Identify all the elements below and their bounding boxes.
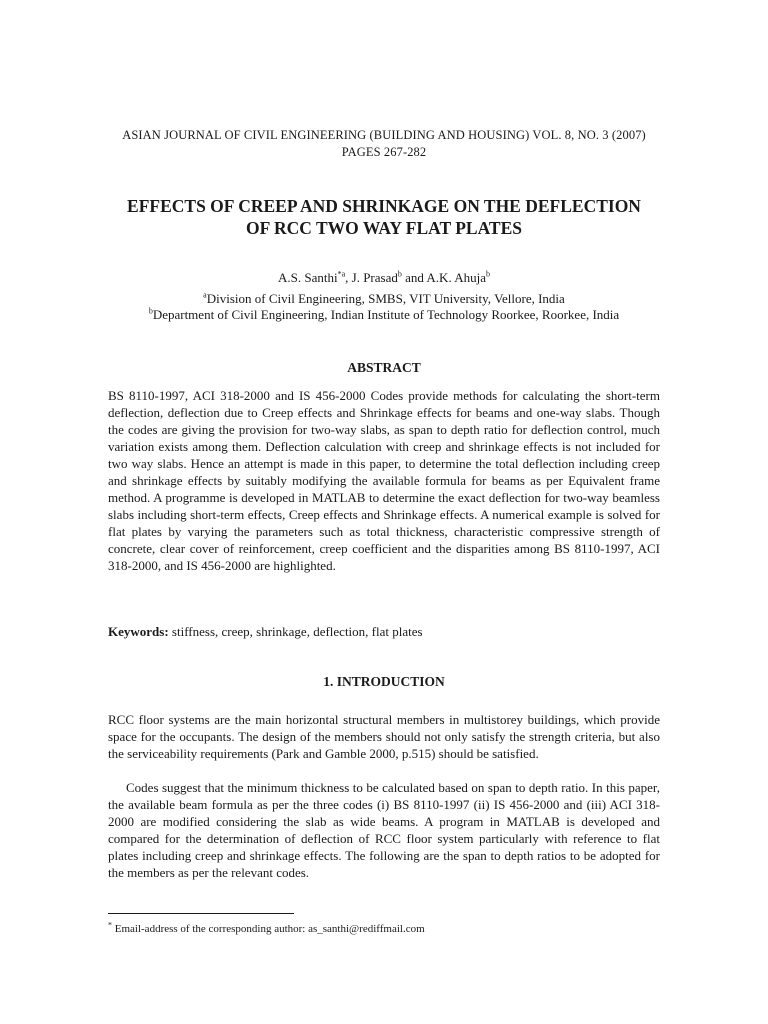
- affiliation-text: Department of Civil Engineering, Indian Institute of Technology Roorkee, Roorkee, India: [152, 307, 620, 322]
- author-mark: b: [397, 269, 402, 279]
- author-name: A.K. Ahuja: [426, 270, 487, 285]
- author-separator: and: [401, 270, 427, 285]
- intro-paragraph-2: Codes suggest that the minimum thickness to be calculated based on span to depth ratio. In this paper, the available beam formula as per the three codes (i) BS 8110-1997 (ii) IS 456-2000 and (iii) ACI 318- 2000 are modified considering the slab as wide beams. A program in MATLAB is developed and compared for the determination of deflection of RCC floor system particularly with reference to flat plates including creep and shrinkage effects. The following are the span to depth ratios to be adopted for the members as per the relevant codes.: [108, 780, 660, 880]
- author-mark: b: [486, 269, 491, 279]
- paper-title: [108, 195, 660, 239]
- footnote-divider: [108, 913, 294, 914]
- footnote-mark: *: [108, 920, 112, 930]
- author-name: A.S. Santhi: [277, 270, 338, 285]
- title-line-1: EFFECTS OF CREEP AND SHRINKAGE ON THE DEFLECTION: [127, 196, 641, 216]
- keywords-text: stiffness, creep, shrinkage, deflection, flat plates: [168, 624, 423, 639]
- intro-paragraph-1: RCC floor systems are the main horizontal structural members in multistorey buildings, which provide space for the occupants. The design of the members should not only satisfy the strength criteria, but also the serviceability requirements (Park and Gamble 2000, p.515) should be satisfied.: [108, 712, 660, 761]
- author-list: [108, 268, 660, 287]
- affiliation-text: Division of Civil Engineering, SMBS, VIT University, Vellore, India: [206, 291, 565, 306]
- author-mark: *a: [337, 269, 346, 279]
- author-separator: ,: [345, 270, 352, 285]
- author-name: J. Prasad: [351, 270, 398, 285]
- keywords-label: Keywords:: [108, 624, 169, 639]
- footnote-text: Email-address of the corresponding author: as_santhi@rediffmail.com: [112, 923, 425, 935]
- affiliation-b: [108, 306, 660, 323]
- keywords: [108, 623, 660, 640]
- section-heading-introduction: 1. INTRODUCTION: [323, 674, 445, 689]
- title-line-2: OF RCC TWO WAY FLAT PLATES: [245, 218, 522, 238]
- journal-citation: ASIAN JOURNAL OF CIVIL ENGINEERING (BUILDING AND HOUSING) VOL. 8, NO. 3 (2007): [122, 128, 646, 142]
- abstract-heading: ABSTRACT: [347, 360, 421, 375]
- affiliation-a: [108, 290, 660, 307]
- journal-header: [108, 127, 660, 161]
- abstract-text: BS 8110-1997, ACI 318-2000 and IS 456-2000 Codes provide methods for calculating the short-term deflection, deflection due to Creep effects and Shrinkage effects for beams and one-way slabs. Though the codes are giving the provision for two-way slabs, as span to depth ratio for deflection control, much variation exists among them. Deflection calculation with creep and shrinkage effects is not included for two way slabs. Hence an attempt is made in this paper, to determine the total deflection including creep and shrinkage effects by suitably modifying the available formula for beams as per Equivalent frame method. A programme is developed in MATLAB to determine the exact deflection for two-way beamless slabs including short-term effects, Creep effects and Shrinkage effects. A numerical example is solved for flat plates by varying the parameters such as total thickness, characteristic compressive strength of concrete, clear cover of reinforcement, creep coefficient and the disparities among BS 8110-1997, ACI 318-2000, and IS 456-2000 are highlighted.: [108, 388, 660, 573]
- footnote: [108, 922, 425, 936]
- affiliation-mark: a: [203, 290, 207, 300]
- journal-pages: PAGES 267-282: [341, 145, 427, 159]
- affiliation-mark: b: [148, 306, 153, 316]
